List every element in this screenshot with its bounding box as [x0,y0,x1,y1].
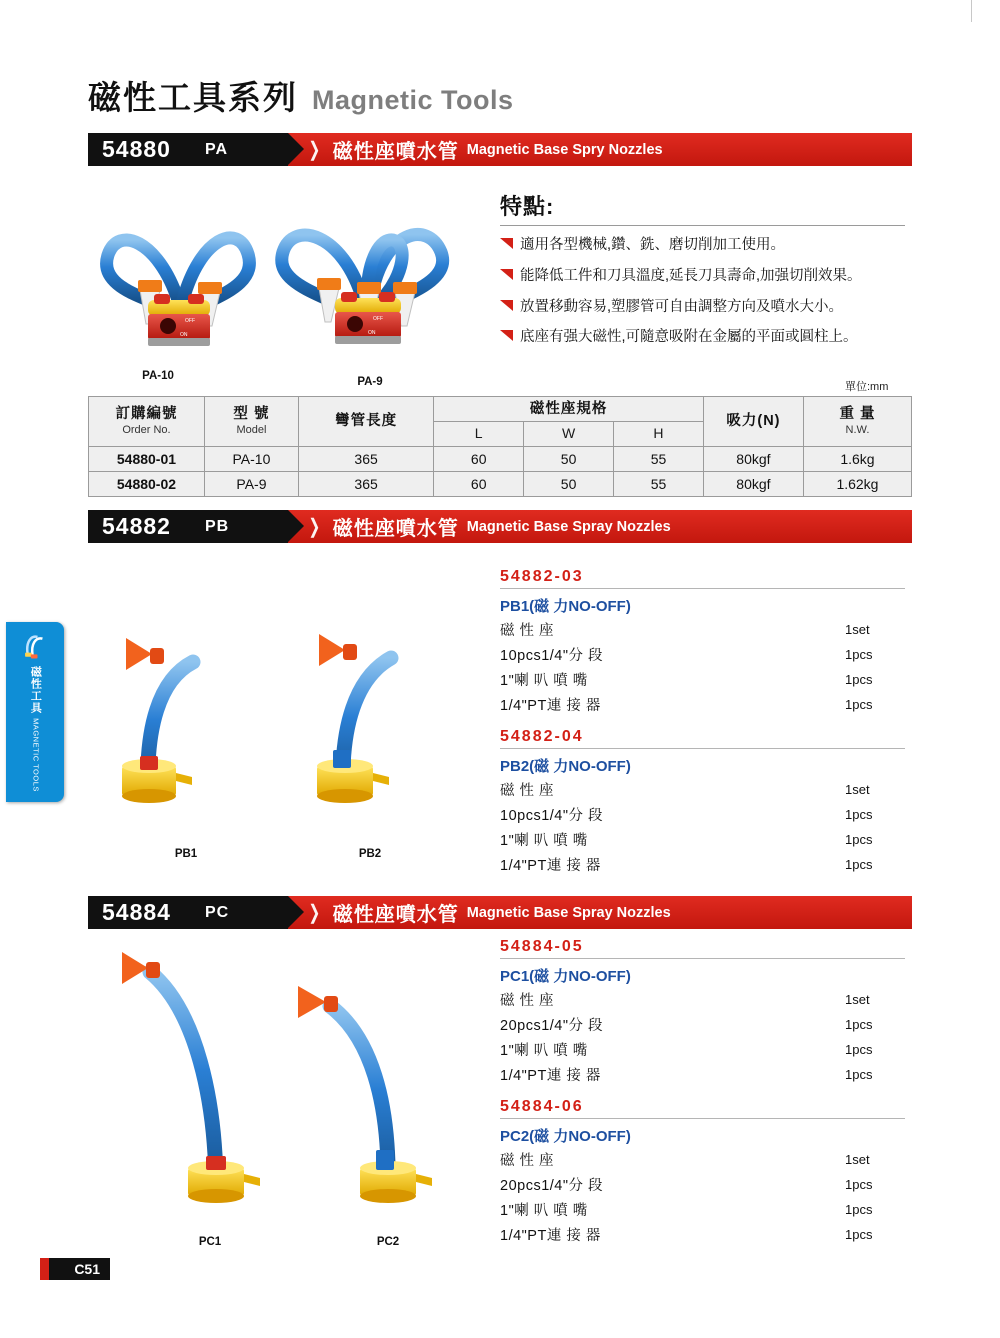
cell-l: 60 [434,471,524,496]
part-list-model: PB1(磁 力NO-OFF) [500,598,631,615]
section-number-block [88,510,288,543]
part-list-code: 54882-04 [500,728,584,745]
cell-h: 55 [614,446,704,471]
caption-pc1: PC1 [198,1236,222,1248]
part-name: 1"喇 叭 噴 嘴 [500,832,588,849]
cell-w: 50 [524,471,614,496]
part-name: 磁 性 座 [500,623,555,639]
table-header-row [89,397,912,422]
cell-model: PA-10 [204,446,298,471]
part-list-model: PC1(磁 力NO-OFF) [500,968,631,985]
section-code: PB [204,517,230,535]
cell-h: 55 [614,471,704,496]
triangle-bullet-icon [500,238,516,257]
magnetic-tool-icon [18,632,52,660]
features-heading: 特點: [500,194,555,219]
part-list-divider [500,748,905,749]
part-row [500,1064,905,1089]
part-list-divider [500,1118,905,1119]
part-qty: 1pcs [845,646,873,662]
th-model: 型 號 Model [204,397,298,447]
part-name: 10pcs1/4"分 段 [500,647,604,664]
feature-text: 底座有强大磁性,可隨意吸附在金屬的平面或圓柱上。 [520,329,858,346]
part-qty: 1pcs [845,856,873,872]
th-base-group: 磁性座規格 [434,397,704,422]
part-row [500,779,905,804]
spec-table [88,396,912,497]
features-divider [500,225,905,226]
part-name: 1/4"PT連 接 器 [500,697,601,714]
caption-pb2: PB2 [358,848,382,860]
page-title-en: Magnetic Tools [312,85,514,115]
feature-item [500,327,910,349]
product-image-pa10-pa9 [88,180,488,370]
part-row [500,1149,905,1174]
section-code: PA [204,140,229,158]
part-name: 磁 性 座 [500,783,555,799]
part-row [500,1014,905,1039]
page-title-cn: 磁性工具系列 [88,79,298,116]
part-qty: 1pcs [845,806,873,822]
part-qty: 1pcs [845,1041,873,1057]
svg-text:OFF: OFF [185,318,195,324]
part-row [500,644,905,669]
triangle-bullet-icon [500,330,516,349]
caption-pb1: PB1 [174,848,198,860]
features-block [500,190,910,349]
cell-weight: 1.6kg [803,446,911,471]
cell-w: 50 [524,446,614,471]
svg-text:ON: ON [180,332,188,338]
th-weight: 重 量 N.W. [803,397,911,447]
part-row [500,804,905,829]
table-row [89,446,912,471]
part-qty: 1set [845,622,870,637]
part-qty: 1pcs [845,831,873,847]
part-name: 1/4"PT連 接 器 [500,1227,601,1244]
part-name: 10pcs1/4"分 段 [500,807,604,824]
triangle-bullet-icon [500,300,516,319]
unit-note: 單位:mm [845,381,889,393]
part-list-divider [500,588,905,589]
part-qty: 1set [845,1152,870,1167]
part-name: 1"喇 叭 噴 嘴 [500,672,588,689]
part-qty: 1pcs [845,1016,873,1032]
part-name: 磁 性 座 [500,993,555,1009]
part-list-54884-06 [500,1098,905,1249]
part-name: 1/4"PT連 接 器 [500,857,601,874]
part-list-model: PB2(磁 力NO-OFF) [500,758,631,775]
th-base-w: W [524,422,614,447]
part-qty: 1pcs [845,1201,873,1217]
cell-order-no: 54880-01 [89,446,205,471]
part-qty: 1set [845,782,870,797]
part-list-54882-04 [500,728,905,879]
section-number: 54880 [102,136,171,162]
cell-order-no: 54880-02 [89,471,205,496]
caption-pc2: PC2 [376,1236,400,1248]
th-force: 吸力(N) [703,397,803,447]
product-image-pb1-pb2 [88,610,458,850]
side-tab-label-cn: 磁性工具 [29,666,42,715]
svg-text:OFF: OFF [373,316,383,322]
section-name-en: Magnetic Base Spray Nozzles [466,904,671,921]
part-name: 1"喇 叭 噴 嘴 [500,1042,588,1059]
cell-l: 60 [434,446,524,471]
part-list-54882-03 [500,568,905,719]
table-row [89,471,912,496]
part-row [500,1199,905,1224]
section-header-54884 [88,896,912,929]
chevron-right-icon: ❯ [308,516,321,538]
section-code: PC [204,903,230,921]
part-list-code: 54884-05 [500,938,584,955]
chevron-right-icon: ❯ [308,902,321,924]
feature-item [500,297,910,319]
part-qty: 1pcs [845,696,873,712]
part-list-code: 54884-06 [500,1098,584,1115]
cell-force: 80kgf [703,471,803,496]
part-row [500,1039,905,1064]
part-row [500,1224,905,1249]
part-row [500,1174,905,1199]
section-name-cn: 磁性座噴水管 [332,518,459,540]
side-tab-inner [14,632,56,792]
part-row [500,829,905,854]
caption-pa9: PA-9 [357,376,383,388]
th-base-h: H [614,422,704,447]
section-name-cn: 磁性座噴水管 [332,141,459,163]
part-qty: 1pcs [845,1226,873,1242]
side-tab-label-en: MAGNETIC TOOLS [31,718,41,792]
part-name: 20pcs1/4"分 段 [500,1017,604,1034]
part-name: 1/4"PT連 接 器 [500,1067,601,1084]
section-name-en: Magnetic Base Spray Nozzles [466,518,671,535]
part-row [500,669,905,694]
feature-item [500,235,910,257]
section-header-54880 [88,133,912,166]
feature-text: 適用各型機械,鑽、銑、磨切削加工使用。 [520,237,786,253]
part-qty: 1pcs [845,671,873,687]
caption-pa10: PA-10 [142,370,174,382]
cell-weight: 1.62kg [803,471,911,496]
feature-text: 放置移動容易,塑膠管可自由調整方向及噴水大小。 [520,298,844,315]
part-row [500,694,905,719]
part-list-model: PC2(磁 力NO-OFF) [500,1128,631,1145]
cell-model: PA-9 [204,471,298,496]
page-title [88,72,514,119]
cell-length: 365 [298,446,433,471]
part-row [500,989,905,1014]
section-name-cn: 磁性座噴水管 [332,904,459,926]
part-list-divider [500,958,905,959]
part-name: 20pcs1/4"分 段 [500,1177,604,1194]
feature-text: 能降低工件和刀具溫度,延長刀具壽命,加强切削效果。 [520,267,862,284]
page-footer [40,1258,110,1280]
svg-text:ON: ON [368,330,376,336]
part-row [500,619,905,644]
part-qty: 1pcs [845,1176,873,1192]
th-length: 彎管長度 [298,397,433,447]
cell-force: 80kgf [703,446,803,471]
triangle-bullet-icon [500,269,516,288]
section-number-block [88,896,288,929]
th-order-no: 訂購編號 Order No. [89,397,205,447]
part-name: 磁 性 座 [500,1153,555,1169]
section-number: 54882 [102,513,171,539]
part-name: 1"喇 叭 噴 嘴 [500,1202,588,1219]
page-number: C51 [74,1261,100,1277]
crop-mark [971,0,972,22]
part-list-code: 54882-03 [500,568,584,585]
section-number-block [88,133,288,166]
part-list-54884-05 [500,938,905,1089]
section-number: 54884 [102,899,171,925]
side-tab-label [29,666,42,792]
section-name-en: Magnetic Base Spry Nozzles [466,141,663,158]
th-base-l: L [434,422,524,447]
product-image-pc1-pc2 [88,940,458,1250]
chevron-right-icon: ❯ [308,139,321,161]
part-qty: 1set [845,992,870,1007]
feature-item [500,266,910,288]
part-row [500,854,905,879]
side-tab-magnetic-tools[interactable] [6,622,64,802]
section-header-54882 [88,510,912,543]
cell-length: 365 [298,471,433,496]
footer-accent-bar [40,1258,49,1280]
part-qty: 1pcs [845,1066,873,1082]
